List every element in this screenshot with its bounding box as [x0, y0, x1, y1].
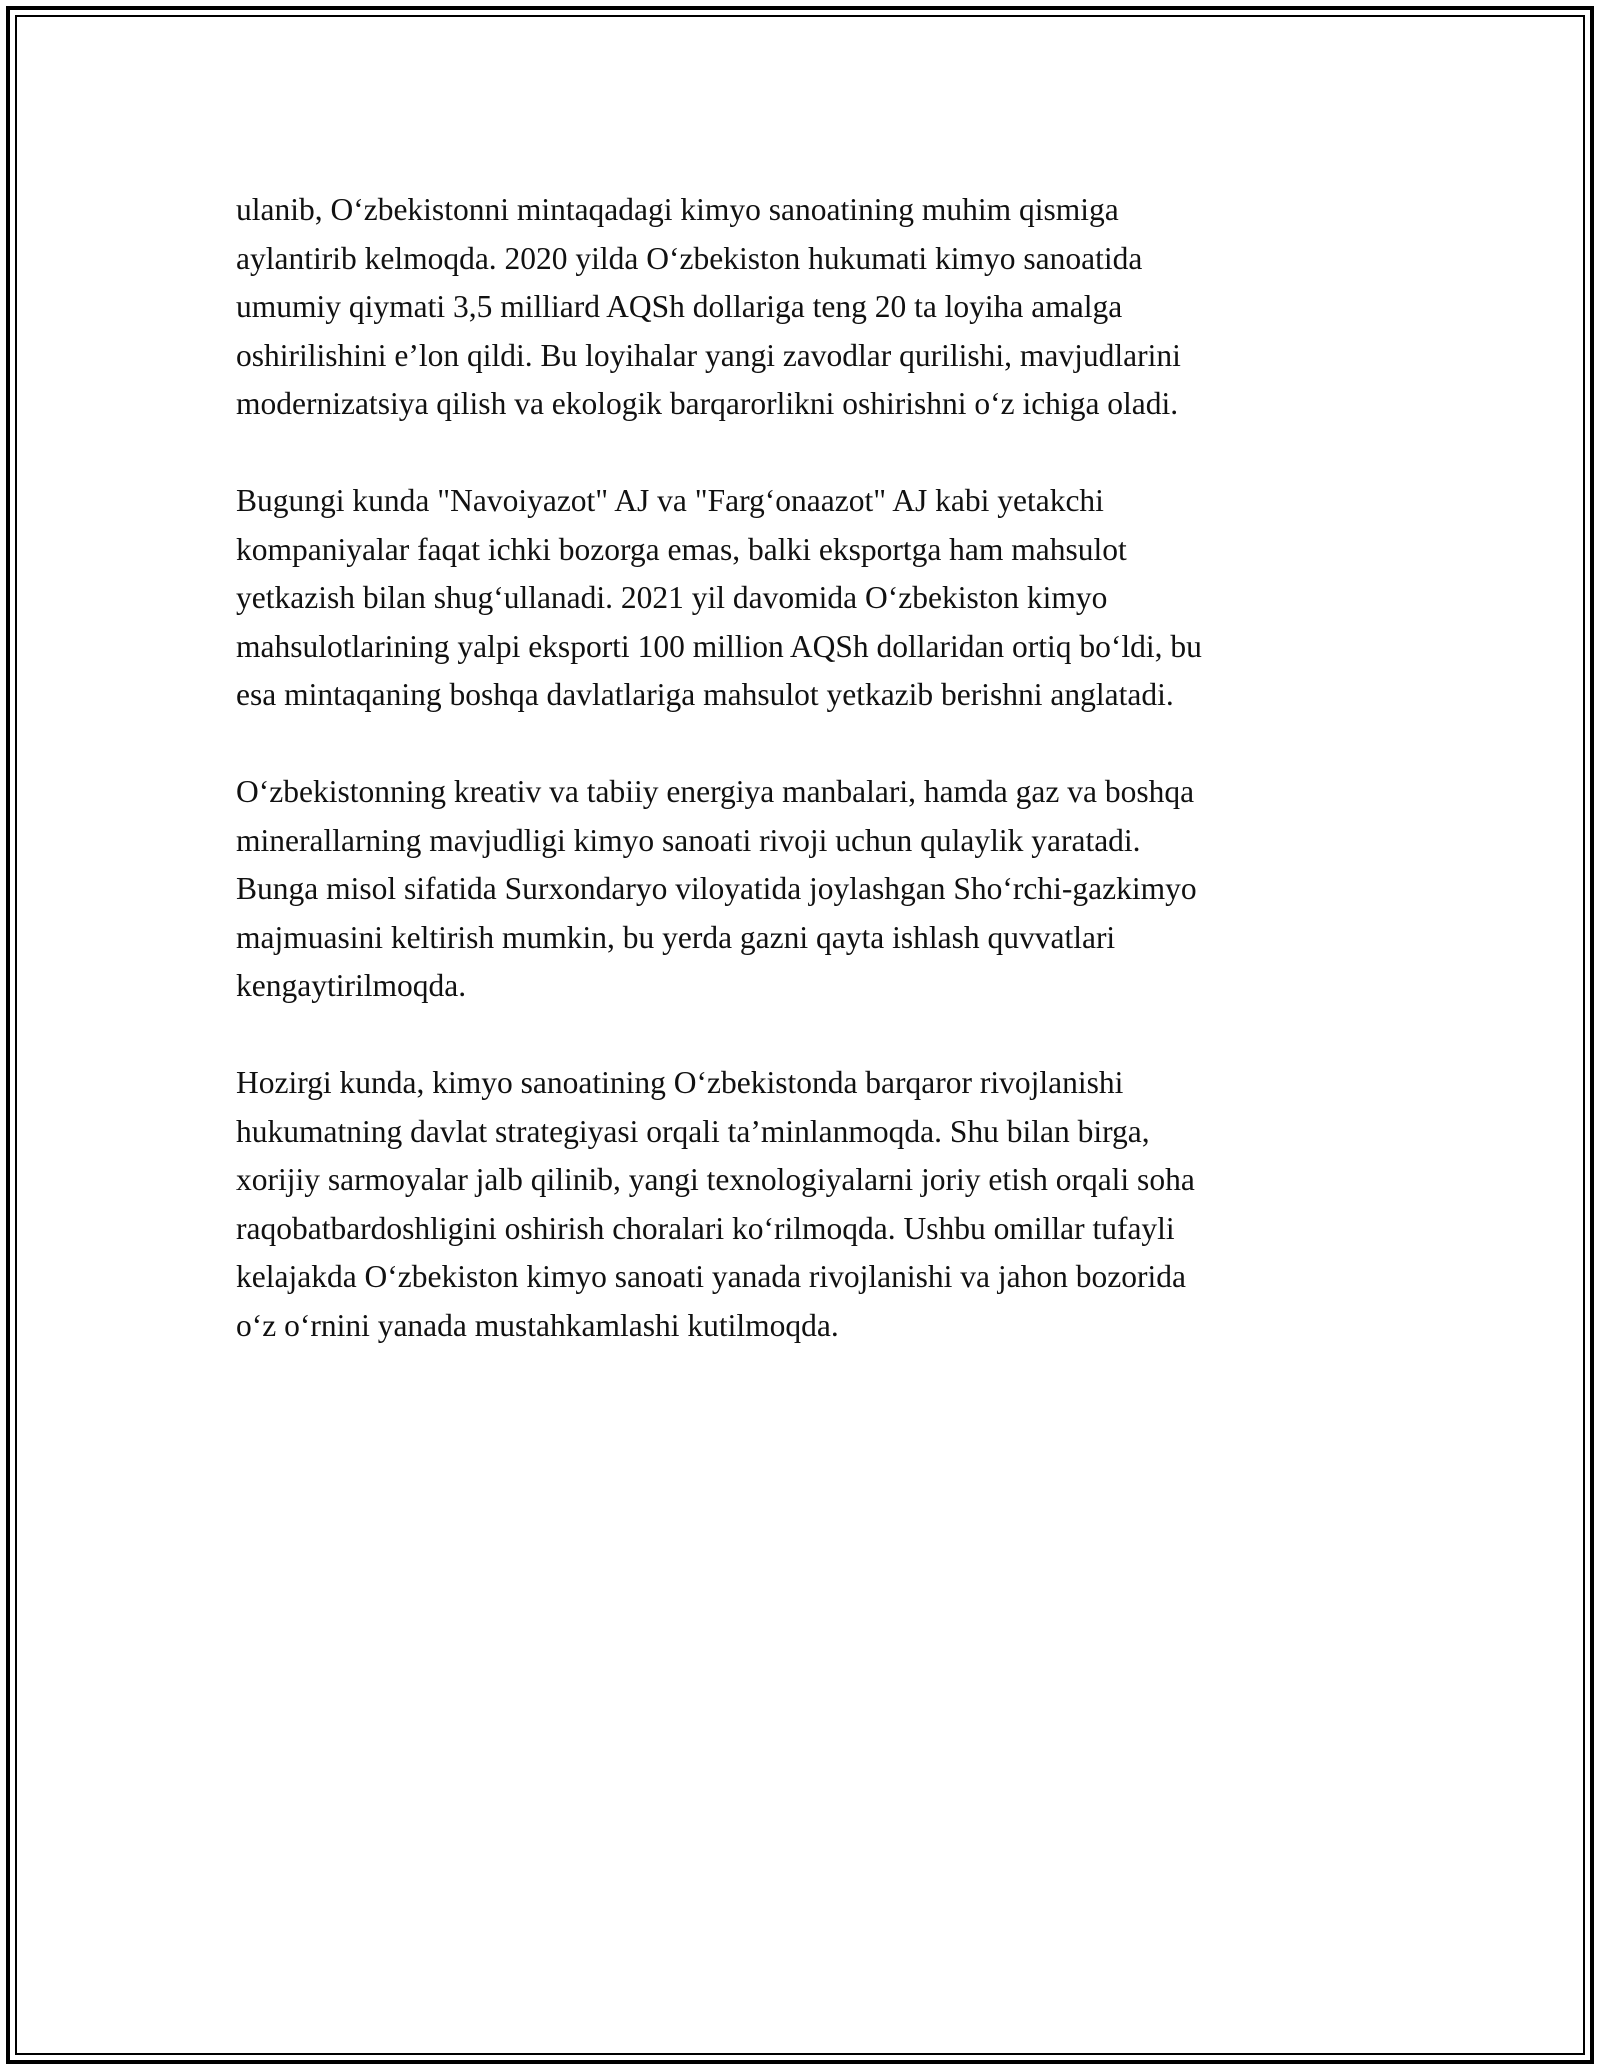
paragraph-4: Hozirgi kunda, kimyo sanoatining O‘zbekistonda barqaror rivojlanishi hukumatning davlat strategiyasi orqali ta’minlanmoqda. Shu bilan birga, xorijiy sarmoyalar jalb qilinib, yangi texnologiyalarni joriy etish orqali soha raqobatbardoshligini oshirish choralari ko‘rilmoqda. Ushbu omillar tufayli kelajakda O‘zbekiston kimyo sanoati yanada rivojlanishi va jahon bozorida o‘z o‘rnini yanada mustahkamlashi kutilmoqda. [236, 1064, 1195, 1343]
paragraph-3: O‘zbekistonning kreativ va tabiiy energiya manbalari, hamda gaz va boshqa minerallarning mavjudligi kimyo sanoati rivoji uchun qulaylik yaratadi. Bunga misol sifatida Surxondaryo viloyatida joylashgan Sho‘rchi-gazkimyo majmuasini keltirish mumkin, bu yerda gazni qayta ishlash quvvatlari kengaytirilmoqda. [236, 773, 1197, 1004]
paragraph-1: ulanib, O‘zbekistonni mintaqadagi kimyo sanoatining muhim qismiga aylantirib kelmoqda. 2020 yilda O‘zbekiston hukumati kimyo sanoatida umumiy qiymati 3,5 milliard AQSh dollariga teng 20 ta loyiha amalga oshirilishini e’lon qildi. Bu loyihalar yangi zavodlar qurilishi, mavjudlarini modernizatsiya qilish va ekologik barqarorlikni oshirishni o‘z ichiga oladi. [236, 192, 1181, 422]
document-body [236, 186, 1376, 1398]
paragraph-2: Bugungi kunda "Navoiyazot" AJ va "Farg‘onaazot" AJ kabi yetakchi kompaniyalar faqat ichki bozorga emas, balki eksportga ham mahsulot yetkazish bilan shug‘ullanadi. 2021 yil davomida O‘zbekiston kimyo mahsulotlarining yalpi eksporti 100 million AQSh dollaridan ortiq bo‘ldi, bu esa mintaqaning boshqa davlatlariga mahsulot yetkazib berishni anglatadi. [236, 482, 1202, 713]
